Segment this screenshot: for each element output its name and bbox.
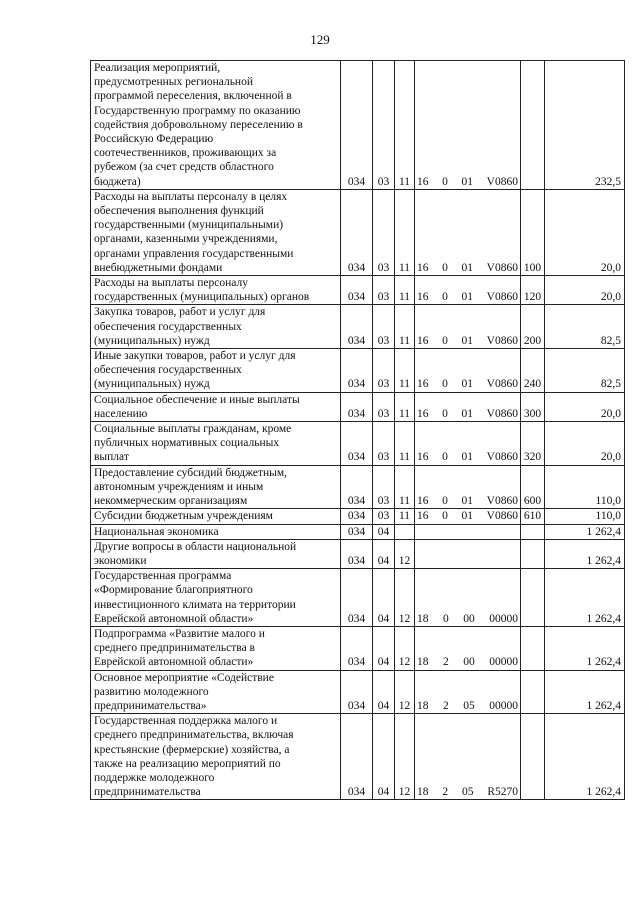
target-direction-code: V0860 (486, 510, 518, 523)
target-subprogram-code: 0 (442, 175, 448, 188)
target-program-code: 16 (417, 334, 429, 347)
row-name-line: также на реализацию мероприятий по (94, 757, 281, 770)
row-name-line: органами, казенными учреждениями, (94, 233, 278, 246)
table-row (91, 524, 625, 539)
table-row (91, 276, 625, 305)
row-name-line: Расходы на выплаты персоналу в целях (94, 190, 288, 203)
row-name-line: (муниципальных) нужд (94, 334, 210, 347)
table-row (91, 305, 625, 349)
target-article-code (415, 61, 521, 190)
ministry-code: 034 (341, 569, 373, 627)
row-name-line: обеспечения государственных (94, 320, 242, 333)
row-name (91, 189, 341, 275)
subsection-code: 11 (395, 509, 415, 524)
section-code: 04 (373, 524, 395, 539)
table-row (91, 422, 625, 466)
row-name (91, 626, 341, 670)
target-direction-code: V0860 (486, 378, 518, 391)
row-name-line: Расходы на выплаты персоналу (94, 277, 248, 290)
row-name (91, 349, 341, 393)
row-name-line: экономики (94, 554, 147, 567)
row-name-line: крестьянские (фермерские) хозяйства, а (94, 743, 290, 756)
target-main-event-code: 01 (461, 495, 474, 508)
target-subprogram-code: 0 (442, 510, 448, 523)
target-program-code: 18 (417, 699, 429, 712)
row-name-line: Предоставление субсидий бюджетным, (94, 466, 288, 479)
expense-type-code: 100 (521, 189, 545, 275)
row-name-line: Еврейской автономной области» (94, 612, 254, 625)
section-code: 03 (373, 349, 395, 393)
row-name-line: соотечественников, проживающих за (94, 147, 277, 160)
amount: 232,5 (545, 61, 625, 190)
expense-type-code: 610 (521, 509, 545, 524)
section-code: 03 (373, 189, 395, 275)
row-name-line: инвестиционного климата на территории (94, 598, 296, 611)
row-name-line: органами управления государственными (94, 247, 294, 260)
row-name-line: предусмотренных региональной (94, 76, 253, 89)
amount: 110,0 (545, 465, 625, 509)
target-subprogram-code: 0 (442, 378, 448, 391)
expense-type-code (521, 524, 545, 539)
subsection-code: 11 (395, 305, 415, 349)
row-name-line: программой переселения, включенной в (94, 90, 292, 103)
subsection-code: 11 (395, 189, 415, 275)
subsection-code: 11 (395, 349, 415, 393)
section-code: 04 (373, 539, 395, 568)
target-main-event-code: 01 (461, 407, 474, 420)
subsection-code: 11 (395, 392, 415, 421)
row-name (91, 670, 341, 714)
target-subprogram-code: 2 (442, 786, 449, 799)
page-number: 129 (310, 32, 330, 47)
amount: 82,5 (545, 305, 625, 349)
row-name-line: обеспечения государственных (94, 364, 242, 377)
row-name-line: содействия добровольному переселению в (94, 118, 303, 131)
target-program-code: 16 (417, 175, 429, 188)
row-name-line: Основное мероприятие «Содействие (94, 671, 274, 684)
row-name-line: населению (94, 407, 148, 420)
ministry-code: 034 (341, 539, 373, 568)
row-name-line: развитию молодежного (94, 685, 209, 698)
expense-type-code: 200 (521, 305, 545, 349)
row-name-line: бюджета) (94, 175, 141, 188)
amount: 1 262,4 (545, 714, 625, 800)
target-article-code (415, 509, 521, 524)
expense-type-code (521, 61, 545, 190)
row-name (91, 392, 341, 421)
target-direction-code: 00000 (489, 699, 518, 712)
target-program-code: 16 (417, 495, 429, 508)
row-name (91, 539, 341, 568)
row-name (91, 61, 341, 190)
table-row (91, 626, 625, 670)
table-row (91, 569, 625, 627)
section-code: 04 (373, 670, 395, 714)
target-main-event-code: 01 (461, 378, 474, 391)
table-row (91, 670, 625, 714)
subsection-code (395, 524, 415, 539)
row-name-line: (муниципальных) нужд (94, 378, 210, 391)
row-name-line: рубежом (за счет средств областного (94, 161, 274, 174)
target-subprogram-code: 0 (442, 334, 448, 347)
target-direction-code: V0860 (486, 175, 518, 188)
row-name-line: некоммерческим организациям (94, 495, 248, 508)
expense-type-code (521, 569, 545, 627)
section-code: 03 (373, 465, 395, 509)
amount: 1 262,4 (545, 524, 625, 539)
table-row (91, 539, 625, 568)
row-name-line: предпринимательства (94, 786, 201, 799)
amount: 20,0 (545, 276, 625, 305)
target-subprogram-code: 0 (442, 291, 448, 304)
target-direction-code: V0860 (486, 261, 518, 274)
target-direction-code: R5270 (487, 786, 518, 799)
section-code: 04 (373, 626, 395, 670)
target-program-code: 16 (417, 378, 429, 391)
expense-type-code (521, 670, 545, 714)
row-name-line: Национальная экономика (94, 525, 219, 538)
row-name-line: внебюджетными фондами (94, 261, 223, 274)
row-name-line: Подпрограмма «Развитие малого и (94, 627, 265, 640)
amount: 110,0 (545, 509, 625, 524)
row-name-line: Реализация мероприятий, (94, 62, 221, 74)
target-article-code (415, 465, 521, 509)
table-row (91, 349, 625, 393)
table-row (91, 509, 625, 524)
target-direction-code: 00000 (489, 656, 518, 669)
row-name-line: Государственную программу по оказанию (94, 104, 301, 117)
row-name-line: среднего предпринимательства в (94, 642, 255, 655)
row-name-line: Государственная программа (94, 570, 232, 583)
target-program-code: 16 (417, 510, 429, 523)
row-name-line: Социальные выплаты гражданам, кроме (94, 423, 292, 436)
target-article-code (415, 276, 521, 305)
target-article-code (415, 305, 521, 349)
subsection-code: 11 (395, 61, 415, 190)
target-article-code (415, 569, 521, 627)
target-main-event-code: 01 (461, 510, 474, 523)
target-article-code (415, 714, 521, 800)
row-name-line: Другие вопросы в области национальной (94, 540, 297, 553)
row-name-line: Государственная поддержка малого и (94, 715, 278, 728)
expense-type-code (521, 626, 545, 670)
target-article-code (415, 189, 521, 275)
subsection-code: 12 (395, 714, 415, 800)
target-program-code: 16 (417, 451, 429, 464)
row-name (91, 524, 341, 539)
subsection-code: 12 (395, 670, 415, 714)
table-row (91, 61, 625, 190)
target-main-event-code: 05 (463, 699, 475, 712)
row-name (91, 509, 341, 524)
target-main-event-code: 01 (461, 334, 474, 347)
target-program-code: 18 (417, 656, 429, 669)
row-name (91, 422, 341, 466)
ministry-code: 034 (341, 276, 373, 305)
amount: 82,5 (545, 349, 625, 393)
target-article-code (415, 626, 521, 670)
ministry-code: 034 (341, 61, 373, 190)
target-main-event-code: 01 (461, 261, 474, 274)
budget-table (90, 60, 625, 800)
target-main-event-code: 01 (461, 175, 474, 188)
target-program-code: 16 (417, 291, 429, 304)
section-code: 03 (373, 509, 395, 524)
ministry-code: 034 (341, 392, 373, 421)
row-name-line: предпринимательства» (94, 699, 207, 712)
ministry-code: 034 (341, 189, 373, 275)
target-main-event-code: 05 (461, 786, 474, 799)
row-name-line: Субсидии бюджетным учреждениям (94, 510, 273, 523)
target-subprogram-code: 0 (442, 407, 448, 420)
section-code: 03 (373, 305, 395, 349)
row-name-line: «Формирование благоприятного (94, 584, 253, 597)
subsection-code: 11 (395, 465, 415, 509)
target-article-code (415, 349, 521, 393)
target-program-code: 18 (417, 612, 429, 625)
target-direction-code: V0860 (486, 407, 518, 420)
expense-type-code: 240 (521, 349, 545, 393)
table-row (91, 392, 625, 421)
amount: 1 262,4 (545, 569, 625, 627)
ministry-code: 034 (341, 349, 373, 393)
section-code: 03 (373, 392, 395, 421)
row-name (91, 305, 341, 349)
amount: 1 262,4 (545, 626, 625, 670)
target-main-event-code: 01 (461, 451, 474, 464)
section-code: 04 (373, 714, 395, 800)
row-name-line: публичных нормативных социальных (94, 437, 280, 450)
ministry-code: 034 (341, 465, 373, 509)
amount: 20,0 (545, 422, 625, 466)
row-name-line: Еврейской автономной области» (94, 656, 254, 669)
section-code: 03 (373, 422, 395, 466)
target-subprogram-code: 0 (442, 261, 448, 274)
table-row (91, 465, 625, 509)
subsection-code: 11 (395, 276, 415, 305)
row-name-line: Российскую Федерацию (94, 133, 214, 146)
expense-type-code (521, 539, 545, 568)
row-name (91, 276, 341, 305)
target-program-code: 16 (417, 407, 429, 420)
target-subprogram-code: 0 (442, 451, 448, 464)
row-name-line: Социальное обеспечение и иные выплаты (94, 393, 300, 406)
ministry-code: 034 (341, 305, 373, 349)
row-name-line: поддержке молодежного (94, 771, 215, 784)
target-article-code (415, 539, 521, 568)
target-main-event-code: 01 (461, 291, 474, 304)
amount: 1 262,4 (545, 539, 625, 568)
target-direction-code: 00000 (489, 612, 518, 625)
target-subprogram-code: 0 (442, 495, 448, 508)
subsection-code: 12 (395, 539, 415, 568)
expense-type-code: 320 (521, 422, 545, 466)
expense-type-code: 600 (521, 465, 545, 509)
row-name-line: Иные закупки товаров, работ и услуг для (94, 350, 296, 363)
row-name-line: среднего предпринимательства, включая (94, 729, 294, 742)
row-name-line: выплат (94, 451, 129, 464)
target-article-code (415, 524, 521, 539)
target-subprogram-code: 2 (443, 656, 449, 669)
target-article-code (415, 422, 521, 466)
target-main-event-code: 00 (463, 612, 475, 625)
subsection-code: 11 (395, 422, 415, 466)
target-direction-code: V0860 (486, 334, 518, 347)
ministry-code: 034 (341, 422, 373, 466)
amount: 20,0 (545, 392, 625, 421)
ministry-code: 034 (341, 626, 373, 670)
expense-type-code (521, 714, 545, 800)
row-name-line: государственными (муниципальными) (94, 219, 284, 232)
row-name (91, 569, 341, 627)
ministry-code: 034 (341, 524, 373, 539)
expense-type-code: 300 (521, 392, 545, 421)
target-subprogram-code: 0 (443, 612, 449, 625)
subsection-code: 12 (395, 626, 415, 670)
row-name-line: обеспечения выполнения функций (94, 205, 264, 218)
row-name-line: автономным учреждениям и иным (94, 480, 264, 493)
row-name-line: Закупка товаров, работ и услуг для (94, 306, 266, 319)
target-main-event-code: 00 (463, 656, 475, 669)
ministry-code: 034 (341, 509, 373, 524)
target-direction-code: V0860 (486, 495, 518, 508)
ministry-code: 034 (341, 670, 373, 714)
row-name (91, 465, 341, 509)
table-row (91, 189, 625, 275)
section-code: 04 (373, 569, 395, 627)
row-name-line: государственных (муниципальных) органов (94, 291, 310, 304)
target-program-code: 18 (417, 786, 429, 799)
row-name (91, 714, 341, 800)
target-article-code (415, 670, 521, 714)
section-code: 03 (373, 276, 395, 305)
amount: 1 262,4 (545, 670, 625, 714)
table-row (91, 714, 625, 800)
expense-type-code: 120 (521, 276, 545, 305)
target-article-code (415, 392, 521, 421)
target-program-code: 16 (417, 261, 429, 274)
subsection-code: 12 (395, 569, 415, 627)
section-code: 03 (373, 61, 395, 190)
target-direction-code: V0860 (486, 291, 518, 304)
target-subprogram-code: 2 (443, 699, 449, 712)
ministry-code: 034 (341, 714, 373, 800)
target-direction-code: V0860 (486, 451, 518, 464)
amount: 20,0 (545, 189, 625, 275)
